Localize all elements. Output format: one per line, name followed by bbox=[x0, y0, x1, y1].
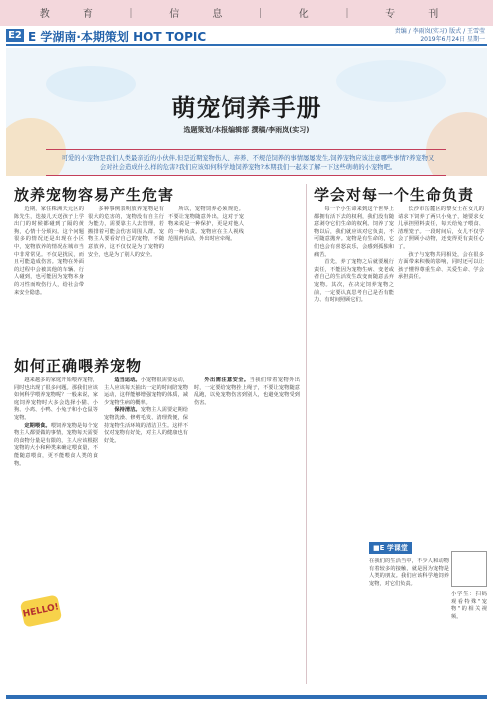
e-classroom-box bbox=[369, 535, 487, 633]
paragraph: 孩子与宠物共同相处，会在很多方面带来积极的影响，同时还可以让孩子懂得尊重生命、关爱生命、学会承担责任。 bbox=[398, 251, 484, 281]
article-column bbox=[14, 206, 84, 346]
article-column bbox=[104, 377, 188, 677]
editor-credit: 责编 / 李雨岚(实习) 版式 / 王雪莹 bbox=[394, 28, 485, 35]
section-heading-3: 学会对每一个生命负责 bbox=[314, 186, 475, 204]
section-heading-2: 如何正确喂养宠物 bbox=[14, 357, 143, 375]
column-divider bbox=[306, 184, 307, 684]
paragraph: 近期，家住株洲天元区的陈先生，迭接儿天送孩子上学出门的时候都碰到了隔的黄狗，心情十分烦闷。这个问题很多的情况还是出现在小区中，宠物放养的情况在城市当中非常常见。不仅是扰民，而且可能造成伤害。宠物在外面的过程中会被其他的车辆、行人碰到，也可能因为宠物本身的习性而咬伤行人，给社会带来安全隐患。 bbox=[14, 206, 84, 296]
e-classroom-text: 在我们的生活当中，不少人和动物有着较多的接触，就是因为宠物是人类的朋友。我们应该科学地饲养宠物，对它们负责。 bbox=[369, 558, 449, 587]
section-band: 教 育 ｜ 信 息 ｜ 化 ｜ 专 刊 bbox=[39, 9, 454, 20]
paragraph: 多种事例表明放养宠物是有很大的危害的，宠物没有自主行为能力，需要靠主人去管理，若搬排着可能会伤害周围人群。宠物主人要看好自己的宠物，不随意放养，这不仅仅是为了宠物的安全，也是为了别人的安全。 bbox=[88, 206, 164, 258]
section-heading-1: 放养宠物容易产生危害 bbox=[14, 186, 175, 204]
paragraph: 当我们带着宠物外出时，一定要给宠物拴上绳子，不要让宠物随意乱跑，以免宠物伤害到别人，也避免宠物受到伤害。 bbox=[194, 377, 300, 406]
article-column bbox=[14, 377, 98, 592]
feature-intro: 可爱的小宠物是我们人类最亲近的小伙伴,但是近期宠物伤人、弃养、不规范饲养的事情屡屡发生,饲养宠物应该注意哪些事情?养宠物又会对社会造成什么样的危害?我们应该如何科学地饲养宠物?本期我们一起来了解一下这些萌萌的小宠物吧。 bbox=[61, 155, 435, 171]
feature-credit: 选题策划/本报编辑部 撰稿/李雨岚(实习) bbox=[183, 126, 310, 134]
subheading: 外出需注意安全。 bbox=[204, 377, 250, 383]
feature-title: 萌宠饲养手册 bbox=[171, 94, 322, 122]
intro-rule-top bbox=[46, 149, 446, 150]
article-column bbox=[88, 206, 164, 346]
subheading: 定期喂食。 bbox=[24, 422, 51, 429]
qr-caption: 小学生：扫码观看特殊"宠物"的相关视频。 bbox=[451, 591, 487, 620]
paragraph: 喂饲养宠物是每个宠物主人都要做的事情，宠物每天需要的食物分量是有限的，主人应该根据宠物的大小和种类来确定喂食量，不能随意喂食，更不能喂食人类的食物。 bbox=[14, 422, 98, 467]
paragraph: 宠物主人需要定期给宠物洗澡、修剪毛发、清理粪便，保持宠物生活环境的清洁卫生。这样不仅对宠物有好处，对主人的健康也有好处。 bbox=[104, 407, 188, 444]
footer-rule bbox=[6, 695, 487, 699]
header-rule bbox=[6, 44, 487, 46]
article-column bbox=[398, 206, 484, 526]
page-meta bbox=[395, 28, 485, 44]
article-column bbox=[314, 206, 394, 526]
e-classroom-title: ■E 学课堂 bbox=[369, 542, 412, 554]
qr-code-icon[interactable] bbox=[451, 551, 487, 587]
article-column bbox=[194, 377, 300, 677]
paragraph: 所以，宠物饲养必须规范。不要让宠物随意外出，这对于宠物来说是一种保护，更是对他人的一种负责。宠物应在主人视线范围内活动，外出时应牵绳。 bbox=[168, 206, 244, 243]
intro-rule-bottom bbox=[46, 175, 446, 176]
page-number: E2 bbox=[6, 29, 24, 42]
subheading: 保持清洁。 bbox=[114, 407, 141, 414]
paragraph: 长沙市岳麓区的黎女士在女儿的请求下饲养了两只小兔子，她要求女儿承担照料责任，每天给兔子喂食、清理笼子。一段时间后，女儿不仅学会了照顾小动物，还变得更有责任心了。 bbox=[398, 206, 484, 250]
paragraph: 每一个小生命来到这个世界上都拥有活下去的权利，我们没有随意剥夺它们生命的权利。饲养了宠物以后，我们就应该对它负责，不可随意抛弃。宠物是有生命的，它们也会有喜怒哀乐，会感到孤独和痛苦。 bbox=[314, 206, 394, 258]
paragraph: 首先，养了宠物之后就要履行责任，不能因为宠物生病、变老或者自己的生活发生改变而随意丢弃宠物。其次，在决定饲养宠物之前，一定要认真思考自己是否有能力、有时间照顾它们。 bbox=[314, 259, 394, 304]
paragraph: 小宠物很需要运动，主人应该每天抽出一定的时间陪宠物运动，这样能够增强宠物的体质，减少宠物生病的概率。 bbox=[104, 377, 188, 406]
article-column bbox=[168, 206, 244, 346]
brand-title: E 学湖南·本期策划 HOT TOPIC bbox=[28, 30, 207, 44]
hello-sticker: HELLO! bbox=[20, 594, 63, 627]
subheading: 适当运动。 bbox=[114, 377, 141, 383]
paragraph: 越来越多的家庭开始喂养宠物，同时也出现了很多问题。那我们应该如何科学喂养宠物呢？一般来说，家庭饲养宠物时大多会选择小猫、小狗、小鸡、小鸭、小兔子和小仓鼠等宠物。 bbox=[14, 377, 98, 421]
issue-date: 2019年6月24日 星期一 bbox=[420, 36, 485, 43]
